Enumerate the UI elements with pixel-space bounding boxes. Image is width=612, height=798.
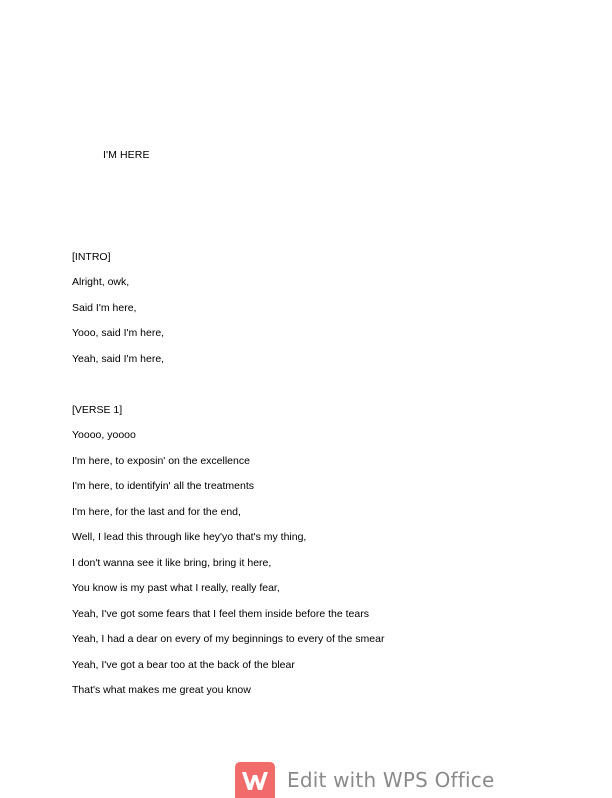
lyric-line: I'm here, to identifyin' all the treatments	[72, 480, 255, 492]
lyric-line: I don't wanna see it like bring, bring it here,	[72, 557, 272, 569]
lyric-line: You know is my past what I really, really fear,	[72, 582, 280, 594]
lyric-line: Yeah, I've got some fears that I feel them inside before the tears	[72, 608, 369, 620]
wps-watermark[interactable]	[235, 762, 494, 792]
lyric-line: Said I'm here,	[72, 302, 137, 314]
lyric-line: I'm here, to exposin' on the excellence	[72, 455, 250, 467]
lyric-line: Alright, owk,	[72, 276, 130, 288]
lyric-line: I'm here, for the last and for the end,	[72, 506, 241, 518]
lyric-line: [INTRO]	[72, 251, 111, 263]
lyric-line: Well, I lead this through like hey'yo that's my thing,	[72, 531, 307, 543]
lyric-line: [VERSE 1]	[72, 404, 123, 416]
lyric-line: Yeah, said I'm here,	[72, 353, 165, 365]
song-title: I'M HERE	[103, 149, 150, 161]
lyric-line: That's what makes me great you know	[72, 684, 251, 696]
watermark-text: Edit with WPS Office	[287, 768, 495, 792]
lyric-line: Yeah, I've got a bear too at the back of the blear	[72, 659, 295, 671]
lyric-line: Yeah, I had a dear on every of my beginnings to every of the smear	[72, 633, 385, 645]
lyric-line: Yooo, said I'm here,	[72, 327, 165, 339]
lyric-line: Yoooo, yoooo	[72, 429, 136, 441]
wps-office-logo-icon	[235, 762, 275, 798]
